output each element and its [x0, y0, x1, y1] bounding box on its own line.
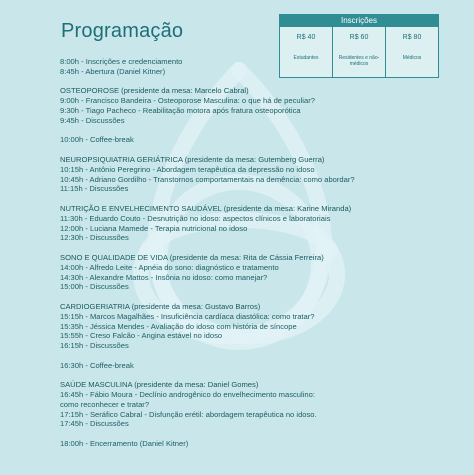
schedule-line: 18:00h - Encerramento (Daniel Kitner) — [60, 439, 189, 449]
schedule-block-saude-masculina — [60, 380, 460, 429]
session-heading: CARDIOGERIATRIA (presidente da mesa: Gustavo Barros) — [60, 301, 261, 311]
schedule-line: 12:00h - Luciana Mamede - Terapia nutricional no idoso — [60, 223, 248, 233]
session-heading: NUTRIÇÃO E ENVELHECIMENTO SAUDÁVEL (presidente da mesa: Karine Miranda) — [60, 203, 352, 213]
price-amount: R$ 80 — [402, 34, 422, 41]
schedule-block-coffee-morning — [60, 135, 460, 145]
schedule-line: 15:15h - Marcos Magalhães - Insuficiência cardíaca diastólica: como tratar? — [60, 311, 315, 321]
price-amount: R$ 60 — [349, 34, 369, 41]
schedule-line: 11:15h - Discussões — [60, 184, 129, 194]
schedule-line: 10:00h - Coffee-break — [60, 135, 134, 145]
price-table-header: Inscrições — [280, 15, 438, 27]
session-heading: NEUROPSIQUIATRIA GERIÁTRICA (presidente da mesa: Gutemberg Guerra) — [60, 154, 325, 164]
schedule-line: 9:30h - Tiago Pacheco - Reabilitação motora após fratura osteoporótica — [60, 105, 301, 115]
price-audience: Estudantes — [293, 55, 319, 61]
schedule-line: 15:00h - Discussões — [60, 282, 129, 292]
schedule-line: 11:30h - Eduardo Couto - Desnutrição no idoso: aspectos clínicos e laboratoriais — [60, 213, 331, 223]
schedule-line: 9:00h - Francisco Bandeira - Osteoporose Masculina: o que há de peculiar? — [60, 96, 315, 106]
schedule-line: 17:15h - Seráfico Cabral - Disfunção erétil: abordagem terapêutica no idoso. — [60, 409, 317, 419]
session-heading: OSTEOPOROSE (presidente da mesa: Marcelo Cabral) — [60, 86, 249, 96]
schedule-line: 14:00h - Alfredo Leite - Apnéia do sono: diagnóstico e tratamento — [60, 262, 279, 272]
schedule-line: 17:45h - Discussões — [60, 419, 129, 429]
schedule-line: 16:15h - Discussões — [60, 341, 129, 351]
schedule-block-closing — [60, 439, 460, 449]
schedule-line: 12:30h - Discussões — [60, 233, 129, 243]
schedule-block-cardiogeriatria — [60, 302, 460, 351]
schedule-line: 8:45h - Abertura (Daniel Kitner) — [60, 66, 166, 76]
schedule-line: 10:45h - Adriano Gordilho - Transtornos comportamentais na demência: como abordar? — [60, 174, 355, 184]
schedule-line: 15:55h - Creso Falcão - Angina estável no idoso — [60, 331, 223, 341]
schedule-block-opening — [60, 57, 460, 77]
schedule-line: 16:30h - Coffee-break — [60, 360, 134, 370]
page-title: Programação — [61, 20, 184, 42]
schedule-line: 10:15h - Antônio Peregrino - Abordagem terapêutica da depressão no idoso — [60, 164, 315, 174]
schedule-block-sono — [60, 253, 460, 292]
schedule-block-neuropsiquiatria — [60, 155, 460, 194]
schedule-block-coffee-afternoon — [60, 361, 460, 371]
schedule-block-nutricao — [60, 204, 460, 243]
schedule-line: como reconhecer e tratar? — [60, 399, 150, 409]
session-heading: SONO E QUALIDADE DE VIDA (presidente da mesa: Rita de Cássia Ferreira) — [60, 252, 324, 262]
schedule-block-osteoporose — [60, 86, 460, 125]
schedule-line: 8:00h - Inscrições e credenciamento — [60, 57, 183, 66]
price-audience: Médicos — [402, 55, 422, 61]
schedule-line: 16:45h - Fábio Moura - Declínio androgênico do envelhecimento masculino: — [60, 390, 315, 400]
schedule-line: 14:30h - Alexandre Mattos - Insônia no idoso: como manejar? — [60, 272, 268, 282]
session-heading: SAÚDE MASCULINA (presidente da mesa: Daniel Gomes) — [60, 380, 259, 390]
schedule-line: 15:35h - Jéssica Mendes - Avaliação do idoso com história de síncope — [60, 321, 297, 331]
price-audience: Residentes e não-médicos — [338, 55, 380, 67]
program-schedule — [60, 57, 460, 459]
schedule-line: 9:45h - Discussões — [60, 115, 125, 125]
price-amount: R$ 40 — [296, 34, 316, 41]
